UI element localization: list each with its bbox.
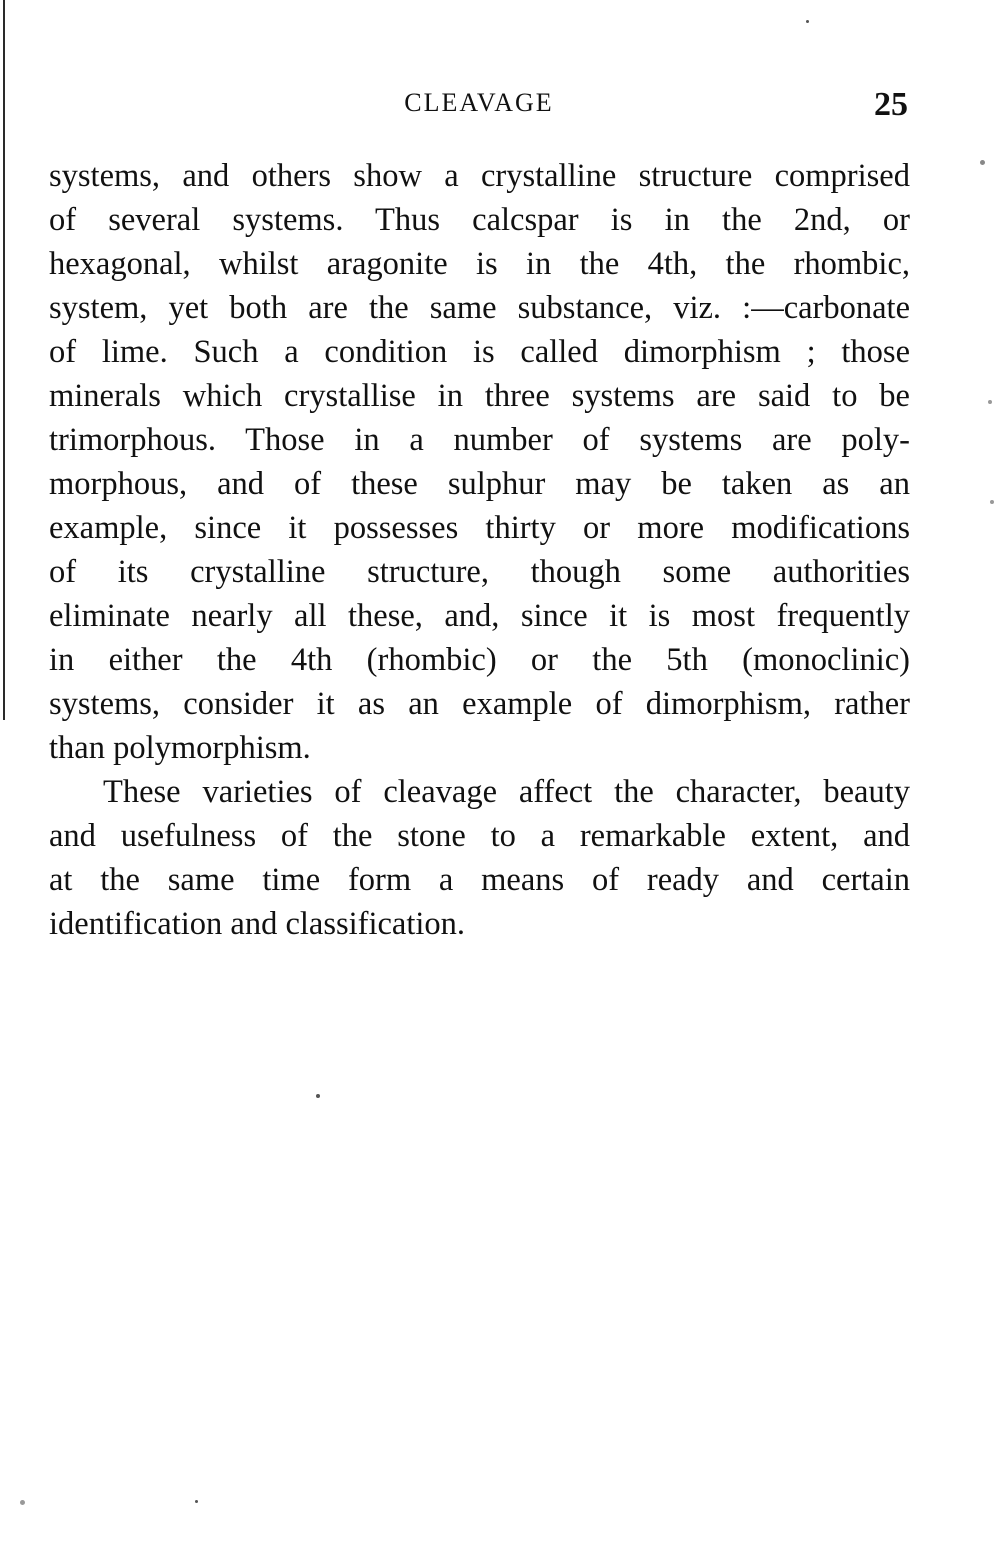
scan-speck xyxy=(20,1500,25,1505)
text-line: minerals which crystallise in three systems are said to be xyxy=(49,378,910,414)
scan-speck xyxy=(316,1094,320,1098)
text-line: at the same time form a means of ready and certain xyxy=(49,862,910,898)
paragraph xyxy=(49,770,910,946)
paragraph xyxy=(49,154,910,770)
text-line: of its crystalline structure, though some authorities xyxy=(49,554,910,590)
page-number: 25 xyxy=(874,86,908,123)
text-line: morphous, and of these sulphur may be taken as an xyxy=(49,466,910,502)
text-line: example, since it possesses thirty or more modifications xyxy=(49,510,910,546)
text-line: in either the 4th (rhombic) or the 5th (monoclinic) xyxy=(49,642,910,678)
text-line: identification and classification. xyxy=(49,906,466,942)
text-line: trimorphous. Those in a number of systems are poly- xyxy=(49,422,910,458)
text-line: system, yet both are the same substance, viz. :—carbonate xyxy=(49,290,910,326)
text-line: than polymorphism. xyxy=(49,730,311,766)
text-line: These varieties of cleavage affect the character, beauty xyxy=(103,774,910,810)
scan-speck xyxy=(195,1500,198,1503)
scan-speck xyxy=(988,400,992,404)
text-line: systems, consider it as an example of dimorphism, rather xyxy=(49,686,910,722)
text-line: of lime. Such a condition is called dimorphism ; those xyxy=(49,334,910,370)
text-line: eliminate nearly all these, and, since it is most frequently xyxy=(49,598,910,634)
text-line: hexagonal, whilst aragonite is in the 4th, the rhombic, xyxy=(49,246,910,282)
text-line: systems, and others show a crystalline structure comprised xyxy=(49,158,910,194)
running-title: CLEAVAGE xyxy=(404,88,554,117)
text-line: and usefulness of the stone to a remarkable extent, and xyxy=(49,818,910,854)
scan-speck xyxy=(806,20,809,23)
scan-speck xyxy=(990,500,994,504)
body-text xyxy=(49,154,910,946)
scan-speck xyxy=(980,160,985,165)
text-line: of several systems. Thus calcspar is in the 2nd, or xyxy=(49,202,910,238)
page-header xyxy=(0,86,1000,126)
